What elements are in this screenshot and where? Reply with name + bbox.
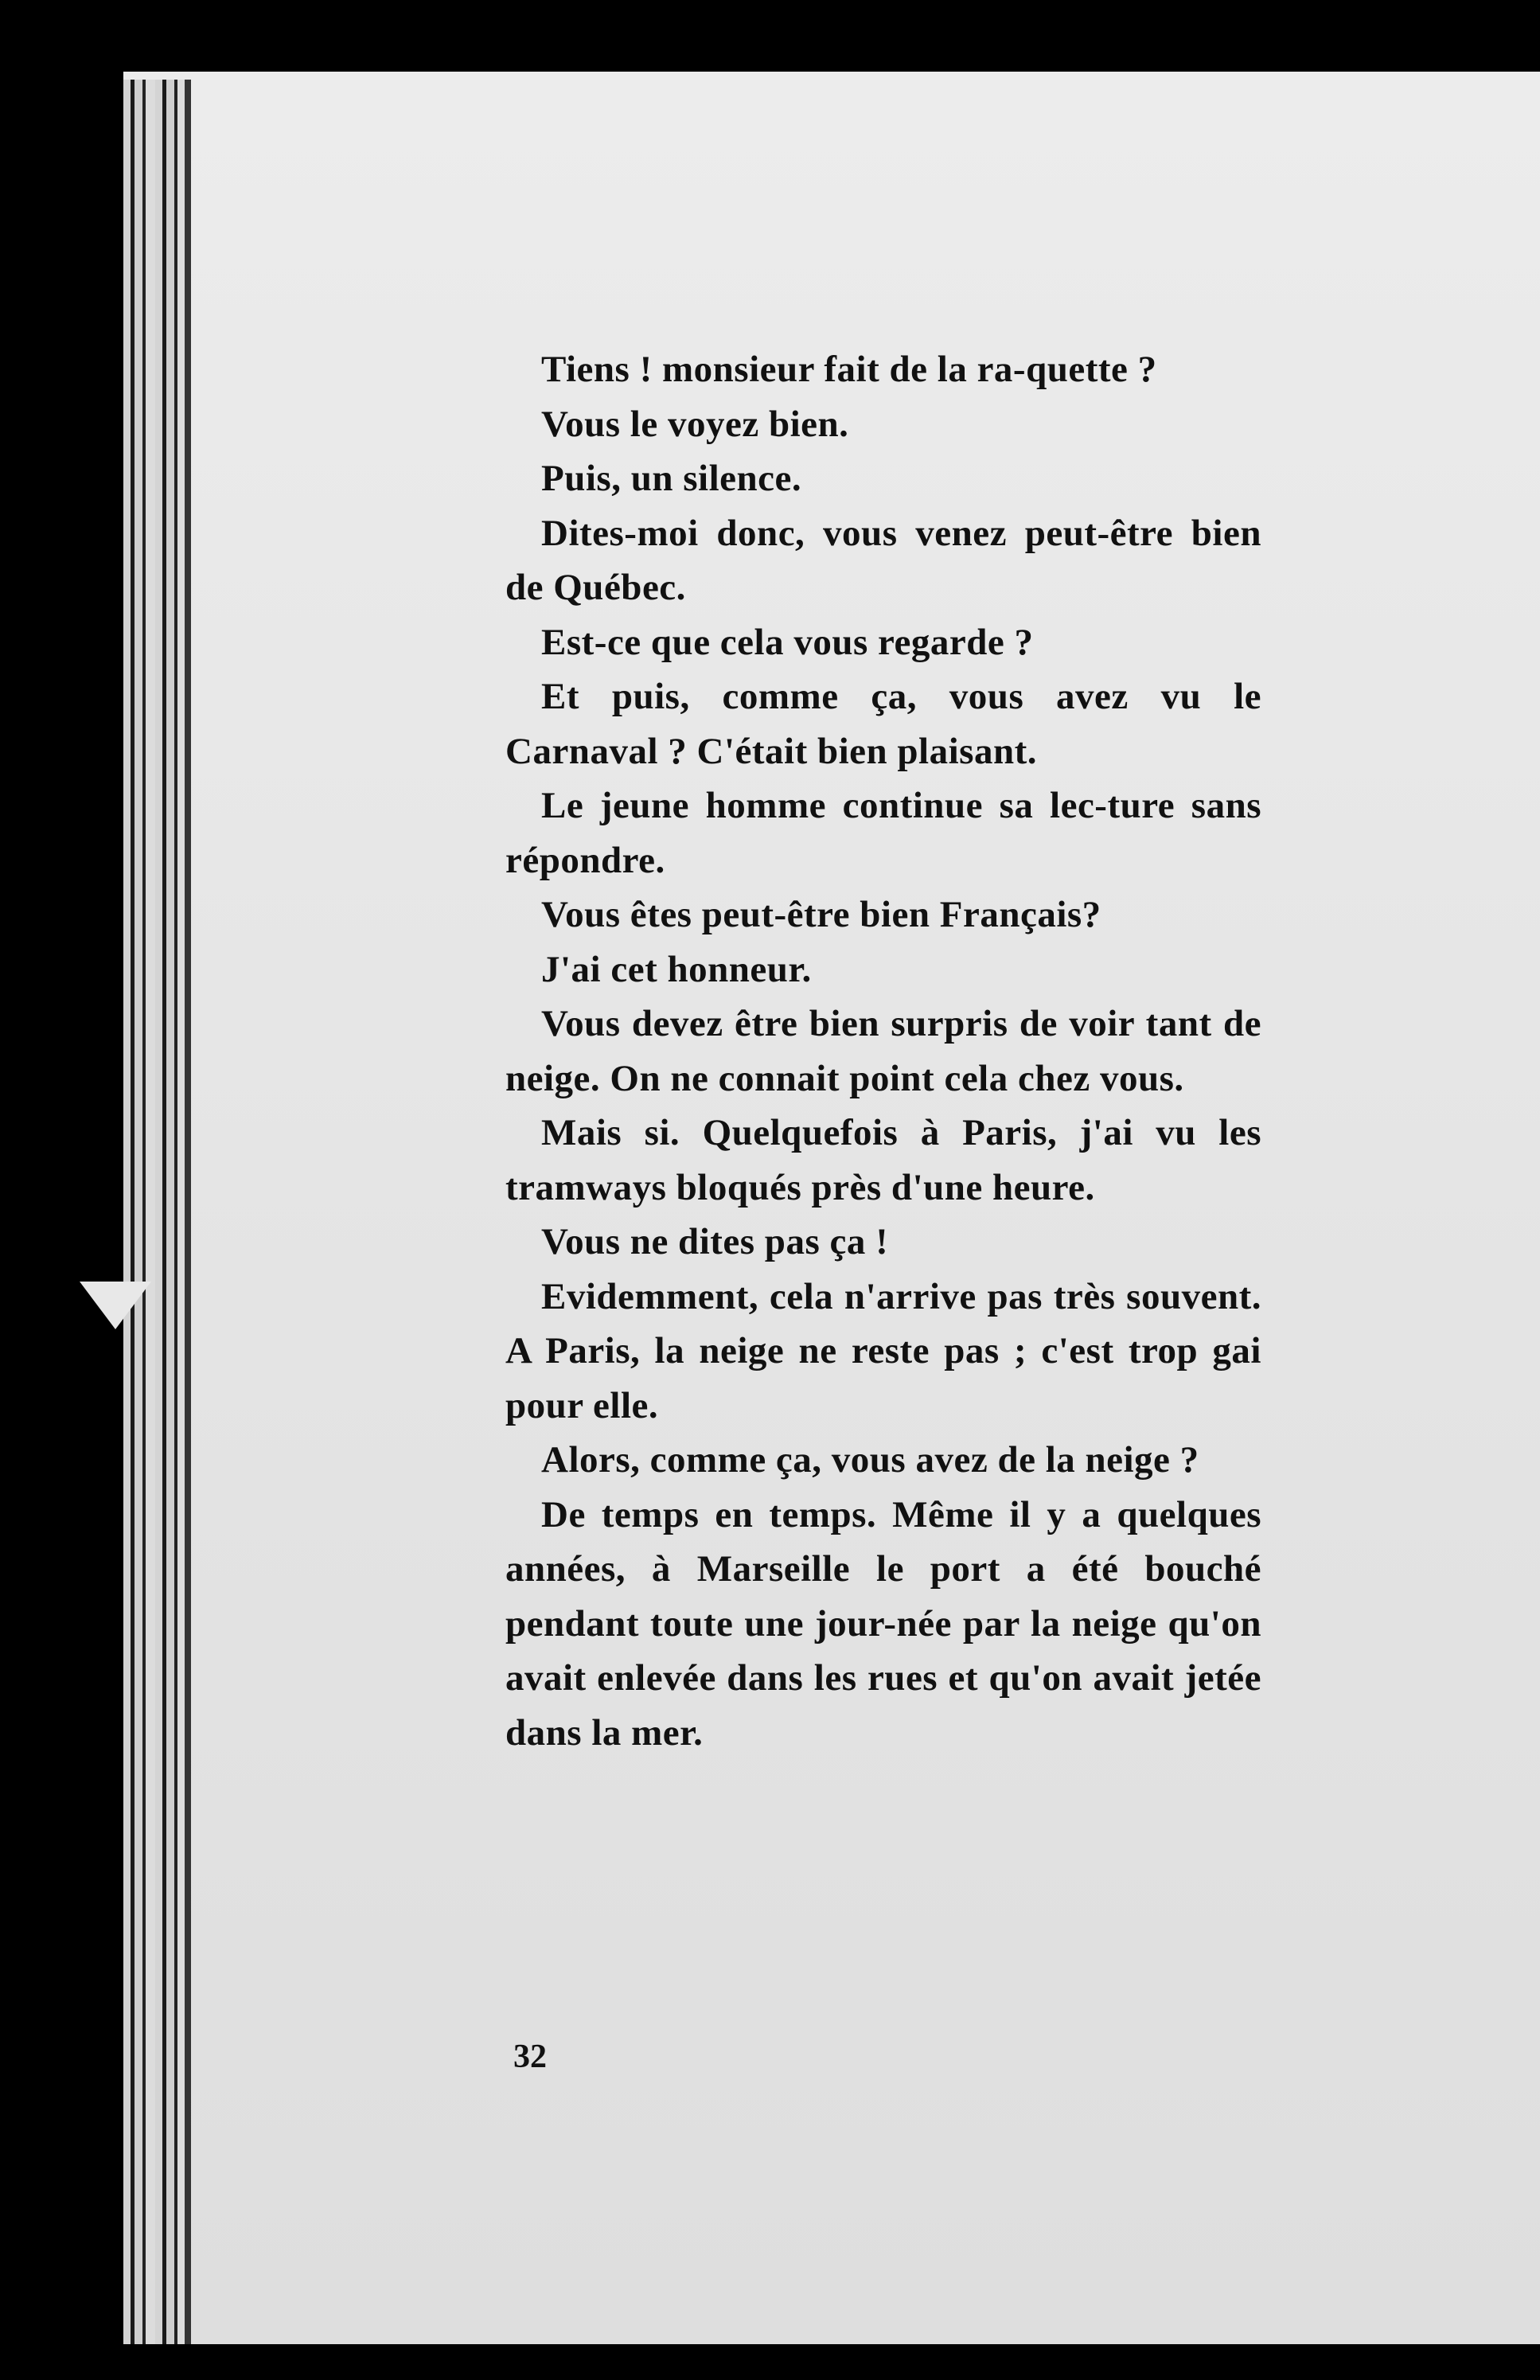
- paragraph: Vous ne dites pas ça !: [541, 1221, 889, 1262]
- paragraph: Mais si. Quelquefois à Paris, j'ai vu les tramways bloqués près d'une heure.: [505, 1112, 1261, 1208]
- paragraph: De temps en temps. Même il y a quelques années, à Marseille le port a été bouché pendant toute une jour-née par la neige qu'on avait enlevée dans les rues et qu'on avait jetée dans la mer.: [505, 1493, 1261, 1754]
- paragraph: Vous êtes peut-être bien Français?: [541, 894, 1101, 935]
- paragraph: Tiens ! monsieur fait de la ra-quette ?: [541, 349, 1157, 390]
- page-tear-mark: [80, 1282, 151, 1329]
- paragraph: Evidemment, cela n'arrive pas très souvent. A Paris, la neige ne reste pas ; c'est trop gai pour elle.: [505, 1275, 1261, 1426]
- paragraph: Dites-moi donc, vous venez peut-être bien de Québec.: [505, 512, 1261, 608]
- binding-shadow: [185, 80, 191, 2344]
- paragraph: Et puis, comme ça, vous avez vu le Carnaval ? C'était bien plaisant.: [505, 676, 1261, 772]
- paragraph: Puis, un silence.: [541, 458, 802, 499]
- paragraph: Alors, comme ça, vous avez de la neige ?: [541, 1439, 1199, 1481]
- page-number: 32: [513, 2039, 547, 2075]
- paragraph: Est-ce que cela vous regarde ?: [541, 621, 1034, 663]
- paragraph: Le jeune homme continue sa lec-ture sans répondre.: [505, 785, 1261, 881]
- body-text: [505, 342, 1261, 1760]
- paragraph: J'ai cet honneur.: [541, 948, 812, 990]
- paragraph: Vous le voyez bien.: [541, 403, 849, 445]
- book-binding-edge: [123, 80, 187, 2344]
- paragraph: Vous devez être bien surpris de voir tant de neige. On ne connait point cela chez vous.: [505, 1003, 1261, 1099]
- page-bottom-edge: [123, 2344, 1540, 2380]
